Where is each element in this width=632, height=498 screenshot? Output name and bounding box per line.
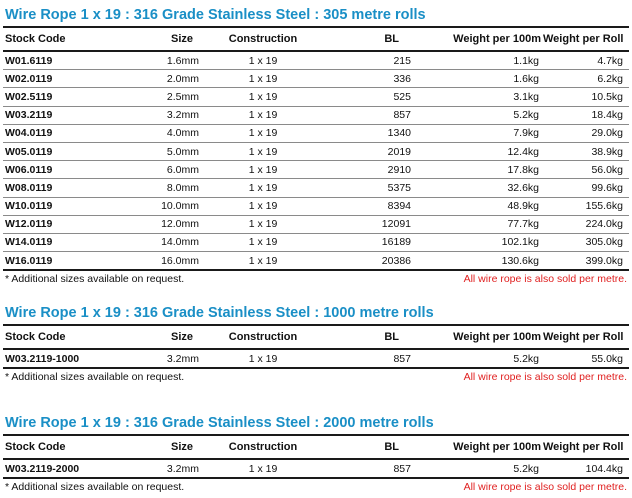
construction-cell: 1 x 19: [207, 124, 319, 142]
col-size: Size: [103, 27, 207, 51]
col-construction: Construction: [207, 435, 319, 459]
bl-cell: 857: [319, 106, 423, 124]
table-row: [3, 51, 629, 70]
weight-100m-cell: 12.4kg: [423, 142, 543, 160]
stock-code-cell: W03.2119-2000: [3, 459, 103, 478]
stock-code-cell: W02.0119: [3, 70, 103, 88]
col-weight-100m: Weight per 100m: [423, 325, 543, 349]
size-cell: 5.0mm: [103, 142, 207, 160]
table-row: [3, 197, 629, 215]
weight-100m-cell: 102.1kg: [423, 233, 543, 251]
table-body: [3, 51, 629, 270]
size-cell: 6.0mm: [103, 161, 207, 179]
weight-roll-cell: 6.2kg: [543, 70, 629, 88]
table-row: [3, 349, 629, 368]
weight-roll-cell: 56.0kg: [543, 161, 629, 179]
section-title: Wire Rope 1 x 19 : 316 Grade Stainless Steel : 305 metre rolls: [5, 7, 426, 23]
stock-code-cell: W02.5119: [3, 88, 103, 106]
bl-cell: 336: [319, 70, 423, 88]
weight-100m-cell: 32.6kg: [423, 179, 543, 197]
col-weight-100m: Weight per 100m: [423, 435, 543, 459]
stock-code-cell: W14.0119: [3, 233, 103, 251]
construction-cell: 1 x 19: [207, 70, 319, 88]
section-305m: [0, 4, 632, 287]
construction-cell: 1 x 19: [207, 252, 319, 271]
weight-roll-cell: 399.0kg: [543, 252, 629, 271]
size-cell: 1.6mm: [103, 51, 207, 70]
weight-100m-cell: 77.7kg: [423, 215, 543, 233]
construction-cell: 1 x 19: [207, 161, 319, 179]
stock-code-cell: W16.0119: [3, 252, 103, 271]
stock-code-cell: W10.0119: [3, 197, 103, 215]
wire-rope-table: [3, 324, 629, 369]
table-header-row: [3, 325, 629, 349]
section-2000m: [0, 412, 632, 495]
size-cell: 10.0mm: [103, 197, 207, 215]
construction-cell: 1 x 19: [207, 88, 319, 106]
weight-roll-cell: 29.0kg: [543, 124, 629, 142]
weight-roll-cell: 224.0kg: [543, 215, 629, 233]
bl-cell: 20386: [319, 252, 423, 271]
size-cell: 8.0mm: [103, 179, 207, 197]
size-cell: 3.2mm: [103, 459, 207, 478]
sold-per-metre-note: All wire rope is also sold per metre.: [463, 273, 627, 286]
additional-sizes-note: * Additional sizes available on request.: [5, 273, 185, 286]
col-weight-roll: Weight per Roll: [543, 435, 629, 459]
section-title: Wire Rope 1 x 19 : 316 Grade Stainless Steel : 1000 metre rolls: [5, 305, 434, 321]
section-title: Wire Rope 1 x 19 : 316 Grade Stainless Steel : 2000 metre rolls: [5, 415, 434, 431]
size-cell: 14.0mm: [103, 233, 207, 251]
construction-cell: 1 x 19: [207, 215, 319, 233]
weight-roll-cell: 4.7kg: [543, 51, 629, 70]
bl-cell: 5375: [319, 179, 423, 197]
bl-cell: 215: [319, 51, 423, 70]
stock-code-cell: W05.0119: [3, 142, 103, 160]
notes-row: [0, 369, 632, 385]
weight-100m-cell: 5.2kg: [423, 349, 543, 368]
col-stock-code: Stock Code: [3, 325, 103, 349]
table-body: [3, 459, 629, 478]
sold-per-metre-note: All wire rope is also sold per metre.: [463, 371, 627, 384]
weight-roll-cell: 10.5kg: [543, 88, 629, 106]
weight-100m-cell: 130.6kg: [423, 252, 543, 271]
stock-code-cell: W03.2119-1000: [3, 349, 103, 368]
weight-roll-cell: 38.9kg: [543, 142, 629, 160]
additional-sizes-note: * Additional sizes available on request.: [5, 371, 185, 384]
stock-code-cell: W12.0119: [3, 215, 103, 233]
weight-100m-cell: 17.8kg: [423, 161, 543, 179]
table-row: [3, 233, 629, 251]
table-header-row: [3, 27, 629, 51]
construction-cell: 1 x 19: [207, 179, 319, 197]
bl-cell: 2910: [319, 161, 423, 179]
col-size: Size: [103, 325, 207, 349]
size-cell: 12.0mm: [103, 215, 207, 233]
weight-100m-cell: 48.9kg: [423, 197, 543, 215]
size-cell: 3.2mm: [103, 349, 207, 368]
weight-100m-cell: 5.2kg: [423, 459, 543, 478]
notes-row: [0, 271, 632, 287]
col-bl: BL: [319, 325, 423, 349]
size-cell: 4.0mm: [103, 124, 207, 142]
weight-100m-cell: 1.1kg: [423, 51, 543, 70]
size-cell: 2.0mm: [103, 70, 207, 88]
table-row: [3, 106, 629, 124]
construction-cell: 1 x 19: [207, 459, 319, 478]
weight-roll-cell: 104.4kg: [543, 459, 629, 478]
table-body: [3, 349, 629, 368]
wire-rope-table: [3, 26, 629, 271]
col-stock-code: Stock Code: [3, 435, 103, 459]
table-row: [3, 124, 629, 142]
col-weight-roll: Weight per Roll: [543, 27, 629, 51]
weight-roll-cell: 55.0kg: [543, 349, 629, 368]
col-size: Size: [103, 435, 207, 459]
weight-roll-cell: 99.6kg: [543, 179, 629, 197]
bl-cell: 8394: [319, 197, 423, 215]
bl-cell: 12091: [319, 215, 423, 233]
weight-roll-cell: 155.6kg: [543, 197, 629, 215]
col-construction: Construction: [207, 325, 319, 349]
construction-cell: 1 x 19: [207, 233, 319, 251]
weight-100m-cell: 5.2kg: [423, 106, 543, 124]
bl-cell: 16189: [319, 233, 423, 251]
weight-100m-cell: 1.6kg: [423, 70, 543, 88]
col-bl: BL: [319, 27, 423, 51]
col-weight-roll: Weight per Roll: [543, 325, 629, 349]
construction-cell: 1 x 19: [207, 51, 319, 70]
construction-cell: 1 x 19: [207, 349, 319, 368]
size-cell: 16.0mm: [103, 252, 207, 271]
col-weight-100m: Weight per 100m: [423, 27, 543, 51]
table-row: [3, 179, 629, 197]
construction-cell: 1 x 19: [207, 142, 319, 160]
bl-cell: 1340: [319, 124, 423, 142]
col-bl: BL: [319, 435, 423, 459]
bl-cell: 2019: [319, 142, 423, 160]
notes-row: [0, 479, 632, 495]
weight-100m-cell: 3.1kg: [423, 88, 543, 106]
bl-cell: 857: [319, 349, 423, 368]
table-header-row: [3, 435, 629, 459]
bl-cell: 525: [319, 88, 423, 106]
stock-code-cell: W08.0119: [3, 179, 103, 197]
col-stock-code: Stock Code: [3, 27, 103, 51]
weight-roll-cell: 305.0kg: [543, 233, 629, 251]
bl-cell: 857: [319, 459, 423, 478]
stock-code-cell: W01.6119: [3, 51, 103, 70]
sold-per-metre-note: All wire rope is also sold per metre.: [463, 481, 627, 494]
additional-sizes-note: * Additional sizes available on request.: [5, 481, 185, 494]
table-row: [3, 459, 629, 478]
table-row: [3, 88, 629, 106]
construction-cell: 1 x 19: [207, 197, 319, 215]
col-construction: Construction: [207, 27, 319, 51]
construction-cell: 1 x 19: [207, 106, 319, 124]
stock-code-cell: W04.0119: [3, 124, 103, 142]
table-row: [3, 70, 629, 88]
stock-code-cell: W03.2119: [3, 106, 103, 124]
wire-rope-table: [3, 434, 629, 479]
table-row: [3, 161, 629, 179]
stock-code-cell: W06.0119: [3, 161, 103, 179]
table-row: [3, 215, 629, 233]
section-1000m: [0, 302, 632, 385]
table-row: [3, 142, 629, 160]
weight-100m-cell: 7.9kg: [423, 124, 543, 142]
table-row: [3, 252, 629, 271]
size-cell: 2.5mm: [103, 88, 207, 106]
weight-roll-cell: 18.4kg: [543, 106, 629, 124]
size-cell: 3.2mm: [103, 106, 207, 124]
